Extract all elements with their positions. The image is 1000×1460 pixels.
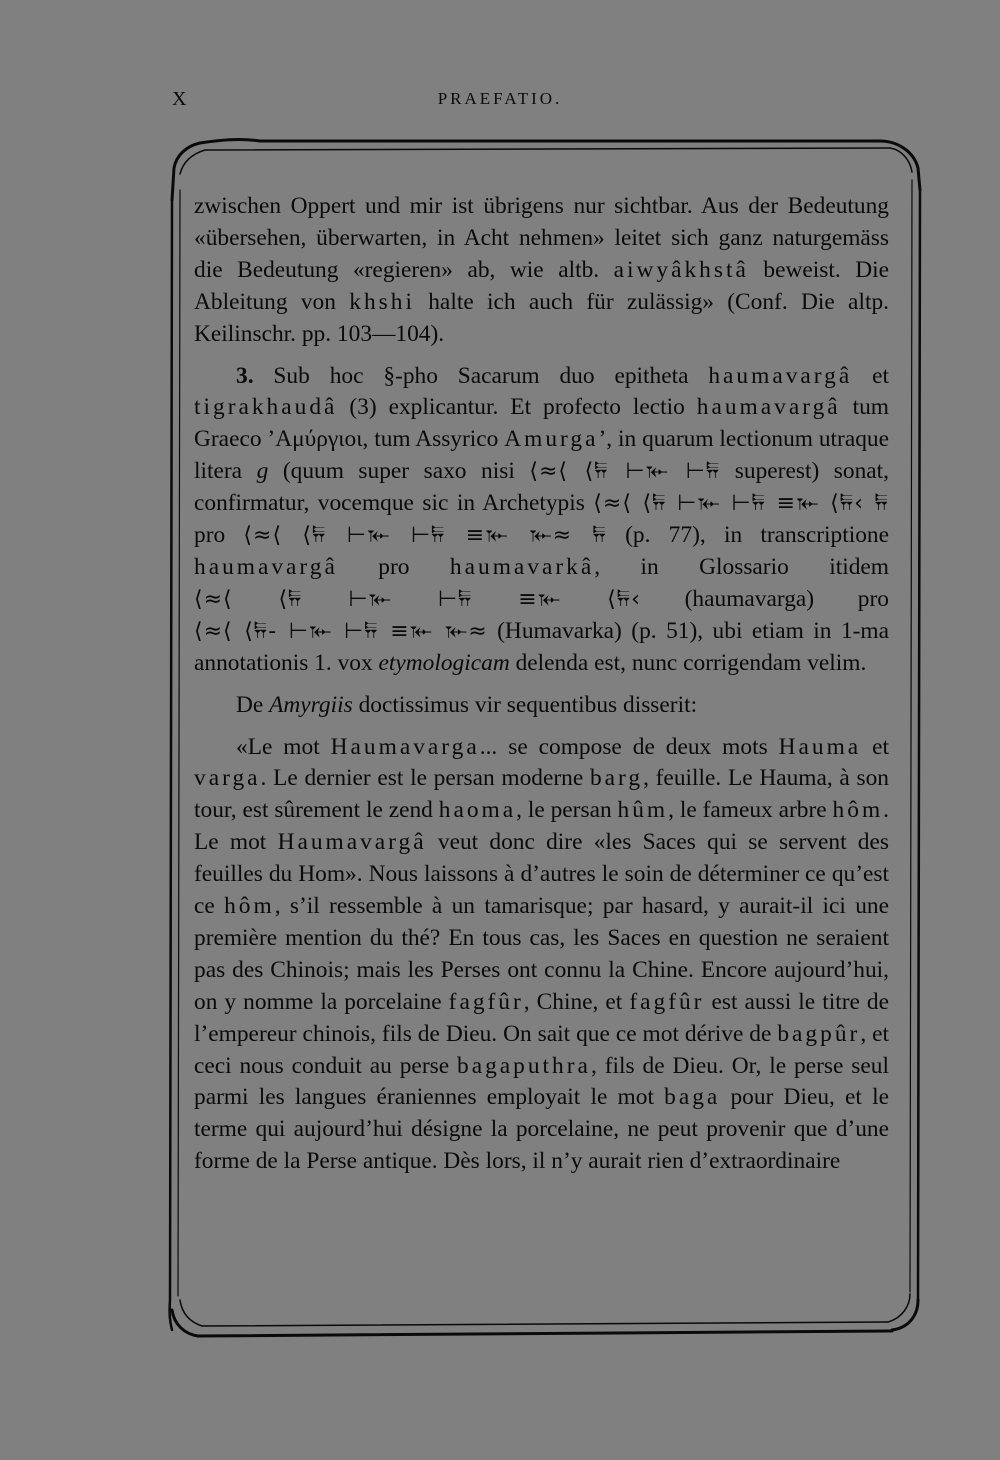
text-run: pro <box>194 522 244 549</box>
text-run: , feuille. Le Hauma, à son tour, est sûrement le zend <box>194 765 889 824</box>
paragraph-2 <box>194 361 889 680</box>
text-run: halte ich auch für zulässig» (Conf. Die altp. Keilinschr. pp. 103—104). <box>194 288 889 347</box>
paragraph-3 <box>194 690 889 722</box>
spaced-term: haumavargâ <box>708 362 853 389</box>
text-run: (Humavarka) (p. 51), ubi etiam in 1-ma annotationis 1. vox <box>194 617 890 676</box>
spaced-term: barg <box>589 765 644 792</box>
text-run: (quum super saxo nisi <box>268 458 530 485</box>
text-run: , et ceci nous conduit au perse <box>194 1020 890 1079</box>
spaced-term: bagpûr <box>777 1020 861 1047</box>
cuneiform-glyphs: ⟨≈⟨ ⟨𐏂 ⊢𐎹 ⊢𐏂 ≡𐎹 ⟨𐏂‹ <box>194 586 641 612</box>
text-run: . Le dernier est le persan moderne <box>260 765 590 792</box>
spaced-term: haumavargâ <box>194 553 338 580</box>
text-run: tum Graeco ’Αμύργιοι, tum Assyrico <box>194 394 889 453</box>
text-run: De <box>236 691 270 718</box>
running-head <box>0 86 1000 116</box>
text-run: est aussi le titre de l’empereur chinois, fils de Dieu. On sait que ce mot dérive de <box>194 988 889 1047</box>
spaced-term: haumavargâ <box>696 394 841 421</box>
paragraph-1 <box>194 191 889 351</box>
text-run: beweist. Die Ableitung von <box>194 256 889 315</box>
italic-term: g <box>256 458 269 485</box>
text-run: pour Dieu, et le terme qui aujourd’hui désigne la porcelaine, ne peut provenir que d’une forme de la Perse antique. Dès lors, il n’y aurait rien d’extraordinaire <box>194 1084 890 1175</box>
cuneiform-glyphs: ⟨≈⟨ ⟨𐏂 ⊢𐎹 ⊢𐏂 <box>529 459 721 485</box>
spaced-term: tigrakhaudâ <box>194 394 338 421</box>
italic-term: etymologicam <box>378 649 510 676</box>
text-run: ’, in quarum lectionum utraque litera <box>194 426 889 485</box>
spaced-term: baga <box>664 1084 721 1111</box>
spaced-term: Hauma <box>778 733 862 760</box>
text-run: delenda est, nunc corrigendam velim. <box>509 649 867 676</box>
spaced-term: aiwyâkhstâ <box>613 256 749 283</box>
spaced-term: hûm <box>617 797 669 824</box>
cuneiform-glyphs: ⟨≈⟨ ⟨𐏂 ⊢𐎹 ⊢𐏂 ≡𐎹 ⟨𐏂‹ 𐏂 <box>593 491 889 517</box>
text-run: , Chine, et <box>523 988 630 1015</box>
text-run: (haumavarga) pro <box>640 585 889 612</box>
text-run: , s’il ressemble à un tamarisque; par hasard, y aurait-il ici une première mention du thé? En tous cas, les Saces en question ne seraient pas des Chinois; mais les Perses ont connu la Chine. Encore aujourd’hui, on y nomme la porcelaine <box>194 893 889 1015</box>
section-number: 3. <box>236 362 254 389</box>
spaced-term: Haumavarga <box>330 733 480 760</box>
paragraph-4 <box>194 732 889 1179</box>
text-run: «Le mot <box>236 733 331 760</box>
spaced-term: bagaputhra <box>457 1052 591 1079</box>
text-run: Sub hoc §-pho Sacarum duo epitheta <box>253 362 709 389</box>
text-run: et <box>861 733 889 760</box>
spaced-term: hôm <box>832 797 884 824</box>
text-run: , le persan <box>516 797 618 824</box>
text-run: (3) explicantur. Et profecto lectio <box>337 394 697 421</box>
text-run: zwischen Oppert und mir ist übrigens nur sichtbar. Aus der Bedeutung «übersehen, überwarten, in Acht nehmen» leitet sich ganz naturgemäss die Bedeutung «regieren» ab, wie altb. <box>194 193 889 283</box>
text-run: pro <box>337 553 450 580</box>
text-run: . Le mot <box>194 797 889 856</box>
spaced-term: hôm <box>224 893 275 920</box>
text-run: , in Glossario itidem <box>594 553 889 580</box>
page-number: X <box>172 88 188 110</box>
text-run: veut donc dire «les Saces qui se servent des feuilles du Hom». Nous laissons à d’autres le soin de déterminer ce qu’est ce <box>194 829 889 920</box>
italic-term: Amyrgiis <box>269 691 353 718</box>
spaced-term: Amurga <box>504 426 599 453</box>
text-run: et <box>852 362 889 389</box>
spaced-term: haoma <box>438 797 517 824</box>
cuneiform-glyphs: ⟨≈⟨ ⟨𐏂 ⊢𐎹 ⊢𐏂 ≡𐎹 𐎹≈ 𐏂 <box>243 523 607 549</box>
spaced-term: fagfûr <box>629 988 705 1015</box>
spaced-term: haumavarkâ <box>449 553 595 580</box>
text-run: ... se compose de deux mots <box>479 733 779 760</box>
spaced-term: varga <box>194 765 261 792</box>
running-title: PRAEFATIO. <box>437 89 563 108</box>
text-run: doctissimus vir sequentibus disserit: <box>352 691 698 718</box>
text-run: superest) sonat, confirmatur, vocemque sic in Archetypis <box>194 458 889 517</box>
text-run: (p. 77), in transcriptione <box>606 522 889 549</box>
text-run: , fils de Dieu. Or, le perse seul parmi les langues éraniennes employait le mot <box>194 1052 889 1111</box>
spaced-term: Haumavargâ <box>277 829 427 856</box>
cuneiform-glyphs: ⟨≈⟨ ⟨𐏂- ⊢𐎹 ⊢𐏂 ≡𐎹 𐎹≈ <box>194 618 488 644</box>
spaced-term: fagfûr <box>448 988 524 1015</box>
text-run: , le fameux arbre <box>668 797 833 824</box>
spaced-term: khshi <box>349 288 415 315</box>
main-text <box>194 191 889 1178</box>
